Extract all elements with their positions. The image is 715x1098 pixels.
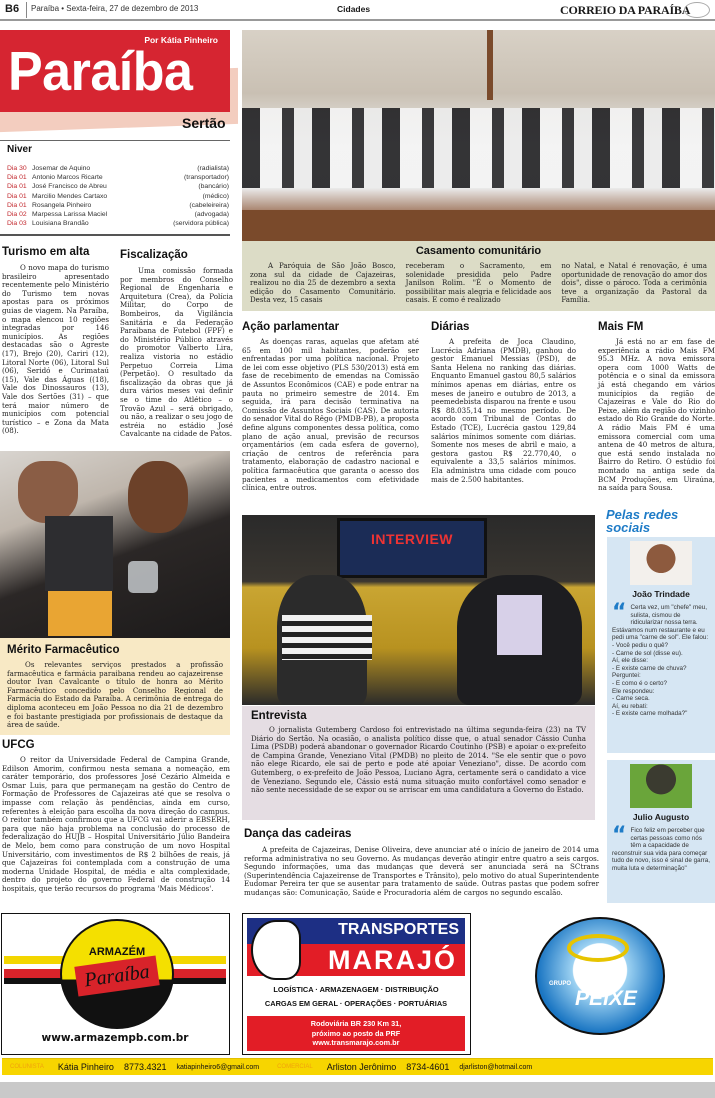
article-ufcg (2, 739, 230, 894)
birthday-name: Marcilio Mendes Cartaxo (32, 192, 108, 200)
birthday-job: (médico) (202, 192, 229, 200)
columnist-name: Kátia Pinheiro (57, 1062, 114, 1072)
columnist-phone: 8773.4321 (123, 1062, 167, 1072)
interview-photo (242, 515, 595, 705)
article-diarias (431, 321, 576, 484)
man-figure (18, 461, 78, 523)
birthday-row (7, 192, 229, 201)
birthday-job: (advogada) (194, 211, 229, 219)
ad-grupo-rio-do-peixe[interactable] (535, 917, 665, 1035)
ad-brand-band: MARAJÓ (247, 944, 465, 976)
article-fiscalizacao (120, 249, 233, 439)
columnist-email[interactable]: katiapinheiro6@gmail.com (176, 1063, 260, 1071)
headdress-logo-icon (251, 920, 301, 980)
contact-footer (2, 1058, 713, 1075)
quote-mark-icon: “ (612, 823, 627, 848)
article-title: UFCG (2, 739, 35, 751)
social-post (607, 537, 715, 753)
award-photo (0, 451, 230, 638)
article-body: As doenças raras, aquelas que afetam até 65 em 100 mil habitantes, poderão ser enfrentadas por uma política nacional. Projeto de lei com esse objetivo (PLS 530/2013) está em fase de recebimento de emendas na Comissão de Assuntos Econômicos (CAE) e pode entrar na pauta no primeiro semestre de 2014. Em seguida, irá para decisão terminativa na Comissão de Assuntos Sociais (CAS). De autoria do senador Vital do Rêgo (PMDB-PB), a proposta define alguns componentes dessa política, como plano de ação anual, previsão de recursos orçamentários (em cada esfera de governo), criação de centros de referência para tratamento, elaboração de cadastro nacional e política farmacêutica que garanta o acesso dos pacientes a medicamentos com efetividade clínica, entre outros. (242, 337, 419, 493)
article-title: Fiscalização (120, 249, 188, 261)
post-quote: “ Certa vez, um "chefe" meu, sulista, cismou de ridicularizar nossa terra. Estávamos num restaurante e eu pedi uma "carne de sol". Ele falou: - Você pediu o quê? - Carne de sol (disse eu). Aí, ele disse: - E existe carne de chuva? Perguntei: - E como é o certo? Ele respondeu: - Carne seca. Aí, eu rebati: - E existe carne molhada?" (612, 600, 709, 718)
section-name: Cidades (337, 4, 371, 14)
ad-header: TRANSPORTES (247, 918, 465, 944)
article-body: A prefeita de Joca Claudino, Lucrécia Adriana (PMDB), ganhou do gestor Emanuel Messias (PSD), de Santa Helena no ranking das diárias. Enquanto Emanuel gastou 80,5 salários mínimos apenas em diárias, entre os meses de janeiro e outubro de 2013, a peemedebista disparou na frente e usou R$ 88.035,14 no mesmo período. De acordo com Tribunal de Contas do Estado (TCE), Lucrécia gastou 129,84 salários mínimos somente com diárias. Somente nos meses de abril e maio, a gestora gastou R$ 22.770,40, o equivalente a 33,5 salários mínimos. Ela administra uma cidade com pouco mais de 2.500 habitantes. (431, 337, 576, 484)
shirt (497, 595, 542, 655)
edition-date: Paraíba • Sexta-feira, 27 de dezembro de 2013 (31, 4, 199, 13)
column-masthead (0, 30, 230, 112)
article-title: Entrevista (251, 710, 307, 722)
social-section-title: Pelas redes sociais (606, 507, 679, 535)
article-column: no Natal, e Natal é renovação, é uma oportunidade de renovação do amor dos dois", disse o pároco. Toda a cerimônia teve a organização da Pastoral da Família. (561, 261, 708, 305)
ad-logo-text: ARMAZÉM (88, 946, 146, 958)
article-danca-cadeiras (244, 828, 599, 898)
birthday-row (7, 173, 229, 182)
columnist-label: COLUNISTA (10, 1064, 44, 1070)
article-title: Turismo em alta (2, 246, 90, 258)
birthday-day: Dia 01 (7, 183, 27, 191)
article-body: Os relevantes serviços prestados a profissão farmacêutica e farmácia paraibana rendeu ao cajazeirense doutor Ivan Cavalcante o título de honra ao Mérito Farmacêutico concedido pelo Conselho Regional de Farmácia do Estado da Paraíba. A cerimônia de entrega do diploma aconteceu em João Pessoa no dia 21 de dezembro e foi bastante prestigiada por profissionais de destaque da área de saúde. (7, 660, 223, 730)
birthday-job: (transportador) (184, 174, 229, 182)
birthday-list (7, 144, 229, 228)
ad-services: CARGAS EM GERAL · OPERAÇÕES · PORTUÁRIAS (264, 999, 448, 1008)
birthday-job: (bancário) (198, 183, 229, 191)
wedding-photo (242, 30, 715, 241)
ad-logo-script: Paraíba (74, 955, 159, 996)
birthday-job: (radialista) (197, 165, 229, 172)
ad-transportes-marajo[interactable] (242, 913, 471, 1055)
quote-mark-icon: “ (612, 600, 627, 625)
birthday-name: Josemar de Aquino (32, 165, 91, 172)
crucifix (487, 30, 493, 100)
ad-text: GRUPO (549, 981, 572, 987)
article-casamento (242, 241, 715, 311)
birthday-day: Dia 30 (7, 165, 27, 172)
post-author: Julio Augusto (632, 812, 690, 822)
birthday-job: (cabeleireira) (189, 201, 229, 209)
birthday-row (7, 210, 229, 219)
tv-screen: INTERVIEW (337, 518, 487, 578)
ad-url[interactable]: www.armazempb.com.br (41, 1032, 189, 1044)
trophy (128, 561, 158, 593)
diploma-folder (45, 516, 113, 591)
article-mais-fm (598, 321, 715, 493)
birthday-row (7, 201, 229, 210)
ad-address: Rodoviária BR 230 Km 31, próximo ao posto da PRF www.transmarajo.com.br (247, 1016, 465, 1051)
commercial-label: COMERCIAL (277, 1064, 313, 1070)
ad-text: RIO (585, 967, 619, 988)
page-header (0, 0, 715, 21)
newspaper-brand: CORREIO DA PARAÍBA (560, 3, 691, 17)
birthday-name: Louisiana Brandão (32, 220, 89, 228)
fish-logo-icon (567, 934, 629, 962)
column-byline: Por Kátia Pinheiro (144, 35, 218, 45)
article-title: Mérito Farmacêutico (7, 644, 120, 656)
article-turismo (2, 246, 109, 436)
commercial-email[interactable]: djarliston@hotmail.com (459, 1063, 533, 1071)
woman-figure (128, 461, 188, 533)
birthday-day: Dia 03 (7, 220, 27, 228)
ad-armazem-paraiba[interactable] (1, 913, 230, 1055)
avatar (630, 541, 692, 585)
article-column: receberam o Sacramento, em solenidade presidida pelo Padre Janilson Rolim. "É o Momento de possibilitar mais alegria e felicidade aos casais. E como é realizado (405, 261, 552, 305)
birthday-name: Rosangela Pinheiro (32, 201, 92, 209)
article-title: Ação parlamentar (242, 321, 340, 333)
birthday-name: Marpessa Larissa Maciel (32, 211, 108, 219)
ad-services: LOGÍSTICA · ARMAZENAGEM · DISTRIBUIÇÃO (273, 985, 439, 994)
church-pew (242, 210, 715, 241)
birthday-day: Dia 01 (7, 192, 27, 200)
page-bottom-margin (0, 1082, 715, 1098)
post-quote: “ Fico feliz em perceber que certas pessoas como nós têm a capacidade de reconstruir sua vida para começar tudo de novo, isso é sinal de garra, muita luta e determinação" (612, 823, 711, 872)
commercial-name: Arliston Jerônimo (326, 1062, 397, 1072)
article-column: A Paróquia de São João Bosco, zona sul da cidade de Cajazeiras, realizou no dia 25 de dezembro a sexta edição do Casamento Comunitário. Desta vez, 15 casais (250, 261, 396, 305)
article-title: Mais FM (598, 321, 644, 333)
birthday-day: Dia 01 (7, 201, 27, 209)
article-body: O novo mapa do turismo brasileiro apresentado recentemente pelo Ministério do Turismo tem novas apostas para os próximos guias de viagem. Na Paraíba, o mapa elencou 10 regiões integradas por 146 municípios. As regiões destacadas são o Agreste (17), Brejo (20), Cariri (12), Litoral Norte (06), Litoral Sul (06), Seridó e Curimataú (15), Vale das Águas ((18), Vale dos Dinossauros (13), Vale dos Sertões (31) – que terá maior número de municípios com potencial turístico – e Zona da Mata (08). (2, 263, 109, 436)
commercial-phone: 8734-4601 (406, 1062, 450, 1072)
birthday-title: Niver (7, 144, 33, 155)
article-merito (0, 638, 230, 735)
page-number: B6 (5, 3, 20, 15)
article-title: Diárias (431, 321, 470, 333)
ad-logo (60, 919, 174, 1029)
article-title: Dança das cadeiras (244, 828, 352, 840)
birthday-name: Antonio Marcos Ricarte (32, 174, 103, 182)
article-body: Já está no ar em fase de experiência a rádio Mais FM 95.3 MHz. A nova emissora opera com 1000 Watts de potência e o sinal da emissora já está chegando em vários municípios da região de Cajazeiras e Vale do Rio do Peixe, além da região do vizinho estado do Rio Grande do Norte. A rádio Mais FM é uma emissora comercial com uma antena de 40 metros de altura, que está sendo instalada no Bairro do Retiro. O estúdio foi montado na antiga sede da BCM Produções, em Uiraúna, na saída para Sousa. (598, 337, 715, 493)
diploma-certificate (48, 591, 112, 636)
birthday-job: (servidora pública) (173, 220, 229, 228)
avatar (630, 764, 692, 808)
article-body: A prefeita de Cajazeiras, Denise Oliveira, deve anunciar até o início de janeiro de 2014 uma reforma administrativa no seu Governo. As mudanças deverão atingir entre quatro a seis cargos. Segundo informações, uma das mudanças que deverá ser anunciada será na SCtrans (Superintendência Cajazeirense de Transportes e Trânsito), pelo motivo do atual Superintendente Eudomar Pereira ter que se ausentar para tratamento de saúde. Outras pastas que podem sofrer mudanças são: Comunicação, Saúde e Procuradoria além de cargos no segundo escalão. (244, 845, 599, 897)
birthday-day: Dia 02 (7, 211, 27, 219)
article-body: O reitor da Universidade Federal de Campina Grande, Edilson Amorim, confirmou nesta semana a nomeação, em caráter temporário, dos professores José Cezário Almeida e Osmar Luis, para que permaneçam na gestão do Centro de Formação de Professores de Cajazeiras até que se resolva o impasse com relação às pendências, ainda em curso, referentes à eleição para escolha da nova direção do campus. O reitor também confirmou que a UFCG vai aderir a EBSERH, para que não haja problema na conclusão do processo de federalização do HUJB – Hospital Universitário Júlio Bandeira de Melo, bem como para construção de um novo Hospital Universitário, com investimentos de R$ 2 bilhões de reais, já que Cajazeiras foi contemplada com a construção de uma moderna Unidade Hospital, de média e alta complexidade, dentro do projeto do governo Federal de construção 14 hospitais, que terão recursos do programa 'Mais Médicos'. (2, 755, 230, 893)
birthday-row (7, 164, 229, 173)
divider (0, 140, 230, 141)
article-body: Uma comissão formada por membros do Conselho Regional de Engenharia e Arquitetura (Crea), da Polícia Militar, do Corpo de Bombeiros, da Vigilância Sanitária e da Federação Paraibana de Futebol (FPF) e do Ministério Público através do promotor Valberto Lira, realiza vistoria no estádio Perpetuo Correia Lima (Perpetão). O resultado da fiscalização da obras que já dura vários meses vai definir se o time do Atlético – o Trovão Azul – será obrigado, ou não, a realizar o seu jogo de estréia no estádio José Cavalcante na cidade de Patos. (120, 266, 233, 439)
header-divider (26, 2, 27, 18)
article-body: O jornalista Gutemberg Cardoso foi entrevistado na última segunda-feira (23) na TV Diário do Sertão. Na ocasião, o analista político disse que, o atual senador Cássio Cunha Lima (PSDB) poderá abandonar o governador Ricardo Coutinho (PSB) e apoiar o ex-prefeito de Campina Grande, Veneziano Vital (PMDB) no pleito de 2014. "Se ele sentir que o povo não elege Ricardo, ele sai de perto e pode até apoiar Veneziano", disse. De acordo com Gutemberg, o ex-prefeito de João Pessoa, Luciano Agra, certamente será o candidato a vice de Veneziano. Segundo ele, Cássio está numa situação muito confortável como senador e não sente necessidade de se expor ou se arriscar em uma candidatura a Governo do Estado. (251, 725, 586, 795)
birthday-row (7, 182, 229, 191)
column-title: Paraíba (8, 41, 193, 103)
article-entrevista (242, 706, 595, 820)
social-post (607, 760, 715, 903)
column-subtitle: Sertão (182, 115, 226, 131)
couples-group (242, 108, 715, 188)
ad-text: PEIXE (575, 987, 637, 1010)
article-title: Casamento comunitário (415, 245, 542, 257)
birthday-name: José Francisco de Abreu (32, 183, 107, 191)
post-author: João Trindade (632, 589, 690, 599)
striped-shirt (282, 615, 372, 660)
birthday-row (7, 219, 229, 228)
divider (0, 234, 230, 236)
birthday-day: Dia 01 (7, 174, 27, 182)
brand-logo-icon (684, 2, 710, 18)
